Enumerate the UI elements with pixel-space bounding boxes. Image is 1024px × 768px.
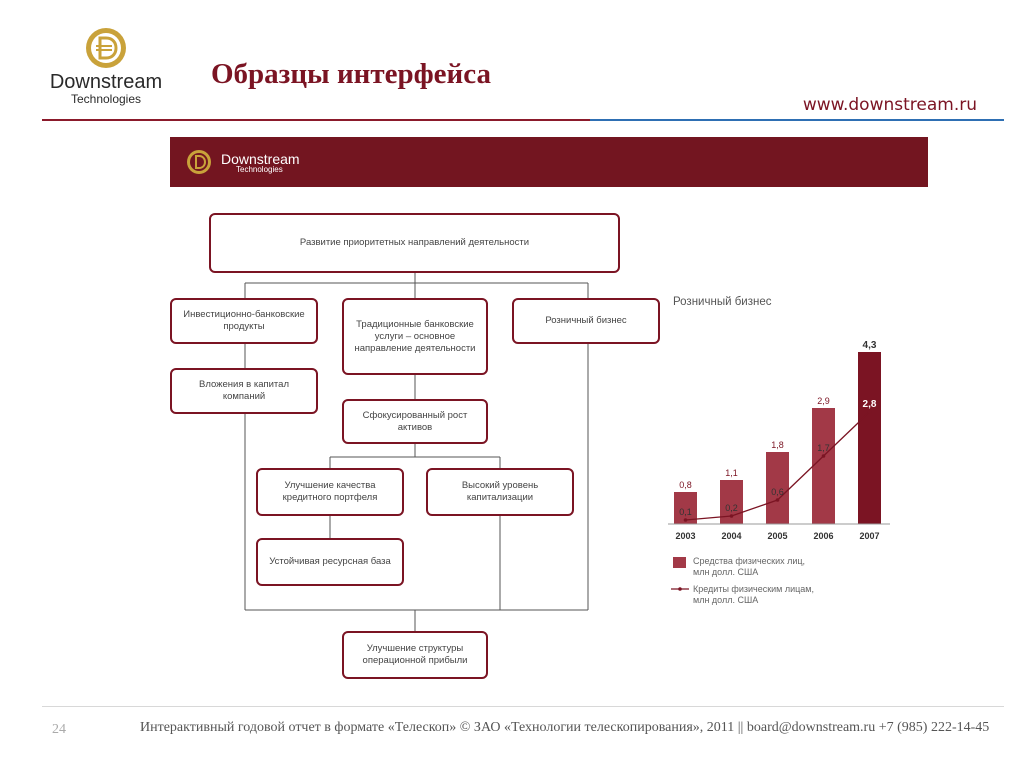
legend-loans-label bbox=[693, 584, 814, 606]
bar-label-2006: 2,9 bbox=[817, 396, 830, 406]
loans-label-2007: 2,8 bbox=[862, 399, 877, 410]
footer-divider bbox=[42, 706, 1004, 707]
x-tick-2004: 2004 bbox=[721, 531, 742, 541]
legend-loans-line1: Кредиты физическим лицам, bbox=[693, 584, 814, 594]
chart-title: Розничный бизнес bbox=[673, 296, 772, 308]
legend-loans-line2: млн долл. США bbox=[693, 595, 759, 605]
header-divider-accent bbox=[590, 119, 1004, 121]
page-title: Образцы интерфейса bbox=[211, 58, 491, 90]
loans-point-2005 bbox=[776, 498, 780, 502]
retail-chart bbox=[668, 310, 898, 550]
slide-number: 24 bbox=[52, 722, 66, 737]
node-equity-investments: Вложения в капитал компаний bbox=[170, 368, 318, 414]
legend-deposits-label bbox=[693, 556, 805, 578]
node-priority-development: Развитие приоритетных направлений деятельности bbox=[209, 213, 620, 273]
legend-deposits-line2: млн долл. США bbox=[693, 567, 759, 577]
x-tick-2006: 2006 bbox=[813, 531, 834, 541]
footer-text: Интерактивный годовой отчет в формате «Телескоп» © ЗАО «Технологии телескопирования», 2011 || board@downstream.ru +7 (985) 222-14-45 bbox=[140, 720, 990, 735]
loans-label-2006: 1,7 bbox=[817, 443, 830, 453]
x-tick-2005: 2005 bbox=[767, 531, 788, 541]
bar-2007 bbox=[858, 352, 881, 524]
loans-label-2005: 0,6 bbox=[771, 487, 784, 497]
loans-label-2004: 0,2 bbox=[725, 503, 738, 513]
bar-label-2003: 0,8 bbox=[679, 480, 692, 490]
bar-label-2005: 1,8 bbox=[771, 440, 784, 450]
node-traditional-banking: Традиционные банковские услуги – основное направление деятельности bbox=[342, 298, 488, 375]
loans-point-2003 bbox=[684, 518, 688, 522]
banner-brand-name: Downstream bbox=[221, 151, 300, 167]
logo-subtitle: Technologies bbox=[70, 92, 142, 106]
bar-label-2007: 4,3 bbox=[862, 340, 877, 351]
logo-name: Downstream bbox=[49, 71, 163, 93]
x-tick-2007: 2007 bbox=[859, 531, 880, 541]
node-investment-banking: Инвестиционно-банковские продукты bbox=[170, 298, 318, 344]
node-operating-profit-structure: Улучшение структуры операционной прибыли bbox=[342, 631, 488, 679]
node-retail-business: Розничный бизнес bbox=[512, 298, 660, 344]
legend-loans-line-icon bbox=[671, 585, 689, 593]
loans-point-2007 bbox=[868, 410, 872, 414]
node-stable-resource-base: Устойчивая ресурсная база bbox=[256, 538, 404, 586]
banner-logo-icon bbox=[186, 149, 212, 175]
legend-deposits-line1: Средства физических лиц, bbox=[693, 556, 806, 566]
banner-brand-subtitle: Technologies bbox=[236, 165, 283, 174]
diagram-connectors bbox=[160, 200, 670, 690]
site-url-link[interactable]: www.downstream.ru bbox=[802, 95, 977, 115]
loans-point-2006 bbox=[822, 454, 826, 458]
loans-point-2004 bbox=[730, 514, 734, 518]
node-high-capitalization: Высокий уровень капитализации bbox=[426, 468, 574, 516]
downstream-logo-icon bbox=[84, 26, 128, 70]
x-tick-2003: 2003 bbox=[675, 531, 696, 541]
legend-deposits-swatch bbox=[673, 557, 686, 568]
bar-2006 bbox=[812, 408, 835, 524]
node-credit-quality: Улучшение качества кредитного портфеля bbox=[256, 468, 404, 516]
loans-label-2003: 0,1 bbox=[679, 507, 692, 517]
node-focused-asset-growth: Сфокусированный рост активов bbox=[342, 399, 488, 444]
strategy-diagram bbox=[160, 200, 670, 690]
bar-label-2004: 1,1 bbox=[725, 468, 738, 478]
